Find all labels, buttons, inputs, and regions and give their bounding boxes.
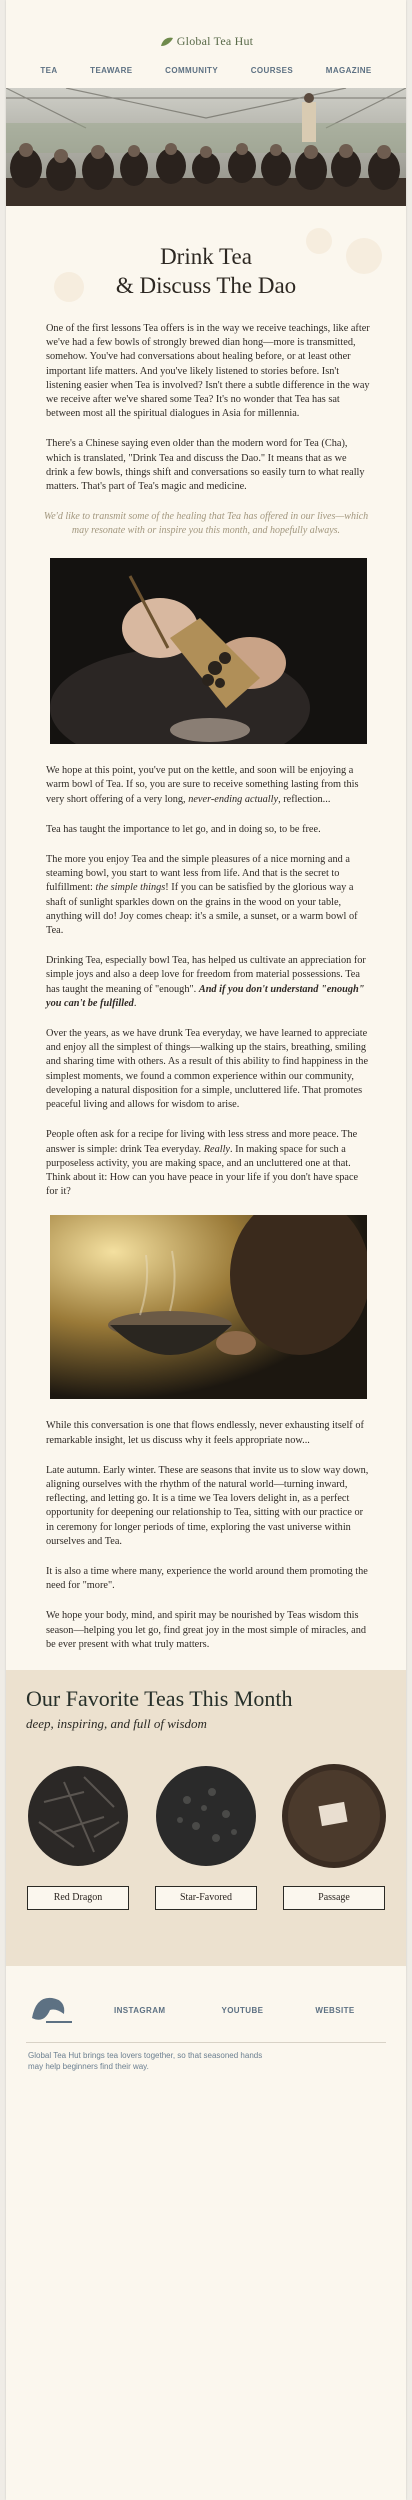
logo[interactable]: [6, 34, 406, 49]
loose-leaf-tea-icon: [24, 1762, 132, 1870]
footer-tagline: Global Tea Hut brings tea lovers together, so that seasoned hands may help beginners find their way.: [28, 2050, 263, 2071]
tea-pouring-photo: [50, 558, 367, 744]
body-paragraph: Drinking Tea, especially bowl Tea, has helped us cultivate an appreciation for simple joys and also a deep love for freedom from material possessions. Tea has taught the meaning of "enough". And if you don't understand "enough" you can't be fulfilled.: [46, 955, 366, 1009]
body-paragraph: We hope at this point, you've put on the kettle, and soon will be enjoying a warm bowl of Tea. If so, you are sure to receive something lasting from this very short offering of a very long, never-ending actually, reflection...: [46, 765, 359, 805]
logo-text: Global Tea Hut: [176, 34, 254, 48]
nav-courses[interactable]: COURSES: [250, 66, 294, 75]
pull-quote: We'd like to transmit some of the healing that Tea has offered in our lives—which may resonate with or inspire you this month, and hopefully always.: [43, 511, 369, 537]
tea-bowl-photo: [50, 1215, 367, 1399]
body-paragraph: People often ask for a recipe for living with less stress and more peace. The answer is simple: drink Tea everyday. Really. In making space for such a purposeless activity, you are making space, and an uncluttered one at that. Think about it: How can you have peace in your life if you don't have space for it?: [46, 1129, 359, 1198]
closing-paragraph: While this conversation is one that flows endlessly, never exhausting itself of remarkable insight, let us discuss why it feels appropriate now...: [46, 1420, 364, 1446]
favorites-subheading: deep, inspiring, and full of wisdom: [26, 1715, 207, 1731]
article-title: [6, 242, 406, 300]
footer-nav: [6, 1988, 406, 2034]
tea-item: [146, 1762, 266, 1910]
closing-section: [6, 1419, 406, 1652]
intro-paragraph: There's a Chinese saying even older than the modern word for Tea (Cha), which is translated, "Drink Tea and discuss the Dao." It means that as we drink a few bowls, things shift and conversations so easily turn to what really matters. That's part of Tea's magic and medicine.: [46, 438, 365, 493]
youtube-link[interactable]: YOUTUBE: [221, 2006, 264, 2016]
tea-item: [18, 1762, 138, 1910]
closing-paragraph: We hope your body, mind, and spirit may be nourished by Teas wisdom this season—helping you let go, find great joy in the most simple of miracles, and be ever present with what truly matters.: [46, 1610, 366, 1650]
title-line-2: & Discuss The Dao: [115, 273, 297, 298]
body-paragraph: Tea has taught the importance to let go, and in doing so, to be free.: [46, 823, 321, 835]
tea-button-passage[interactable]: Passage: [283, 1886, 385, 1910]
closing-paragraph: It is also a time where many, experience the world around them promoting the need for "more".: [46, 1565, 368, 1592]
body-paragraph: The more you enjoy Tea and the simple pleasures of a nice morning and a steaming bowl, you start to want less from life. And that is the secret to fulfillment: the simple things! If you can be satisfied by the glorious way a shaft of sunlight sparkles down on the grains in the wood on your table, anything will do! Joy comes cheap: it's a smile, a sunset, or a warm bowl of Tea.: [46, 854, 358, 937]
intro-paragraph: One of the first lessons Tea offers is in the way we receive teachings, like after we've had a few bowls of strongly brewed dian hong—more is transmitted, somehow. You've had conversations about healing before, or at least other important life matters. And you've likely listened to stories before. Isn't listening easier when Tea is involved? Isn't there a subtle difference in the way we receive after we've shared some Tea? It's no wonder that Tea has sat between most all the spiritual dialogues in Asia for millennia.: [46, 323, 370, 420]
footer-divider: [26, 2042, 386, 2043]
tea-hut-logo-icon[interactable]: [26, 1988, 76, 2034]
footer: [6, 1966, 406, 2086]
instagram-link[interactable]: INSTAGRAM: [114, 2006, 166, 2016]
favorites-heading: Our Favorite Teas This Month: [26, 1685, 293, 1711]
middle-section: [6, 764, 406, 1199]
hero-image-tea-gathering: [6, 88, 406, 206]
intro-section: [6, 322, 406, 494]
leaf-icon: [159, 36, 175, 48]
tea-button-star-favored[interactable]: Star-Favored: [155, 1886, 257, 1910]
tea-item: [274, 1762, 394, 1910]
website-link[interactable]: WEBSITE: [315, 2006, 355, 2016]
top-nav: [6, 66, 406, 75]
title-line-1: Drink Tea: [160, 244, 252, 269]
favorite-teas-section: [6, 1670, 406, 1966]
tea-cake-icon: [280, 1762, 388, 1870]
nav-teaware[interactable]: TEAWARE: [90, 66, 133, 75]
newsletter-page: [6, 0, 406, 2500]
tea-list: [6, 1762, 406, 1910]
nav-community[interactable]: COMMUNITY: [165, 66, 219, 75]
nav-tea[interactable]: TEA: [40, 66, 58, 75]
closing-paragraph: Late autumn. Early winter. These are seasons that invite us to slow way down, aligning ourselves with the rhythm of the natural world—turning inward, reflecting, and letting go. It is a time we Tea lovers delight in, as a perfect opportunity for deepening our relationship to Tea, sitting with our practice or in ceremony for longer periods of time, exploring the vast universe within ourselves and Tea.: [46, 1464, 369, 1547]
tea-button-red-dragon[interactable]: Red Dragon: [27, 1886, 129, 1910]
body-paragraph: Over the years, as we have drunk Tea everyday, we have learned to appreciate and enjoy all the simplest of things—walking up the stairs, breathing, smiling and sharing time with others. As a result of this ability to find happiness in the simplest moments, we found a common experience within our community, developing a natural disposition for a simple, uncluttered life. That promotes peaceful living and allows for wisdom to arise.: [46, 1028, 369, 1111]
header: [6, 0, 406, 88]
nav-magazine[interactable]: MAGAZINE: [325, 66, 372, 75]
tea-pile-icon: [152, 1762, 260, 1870]
